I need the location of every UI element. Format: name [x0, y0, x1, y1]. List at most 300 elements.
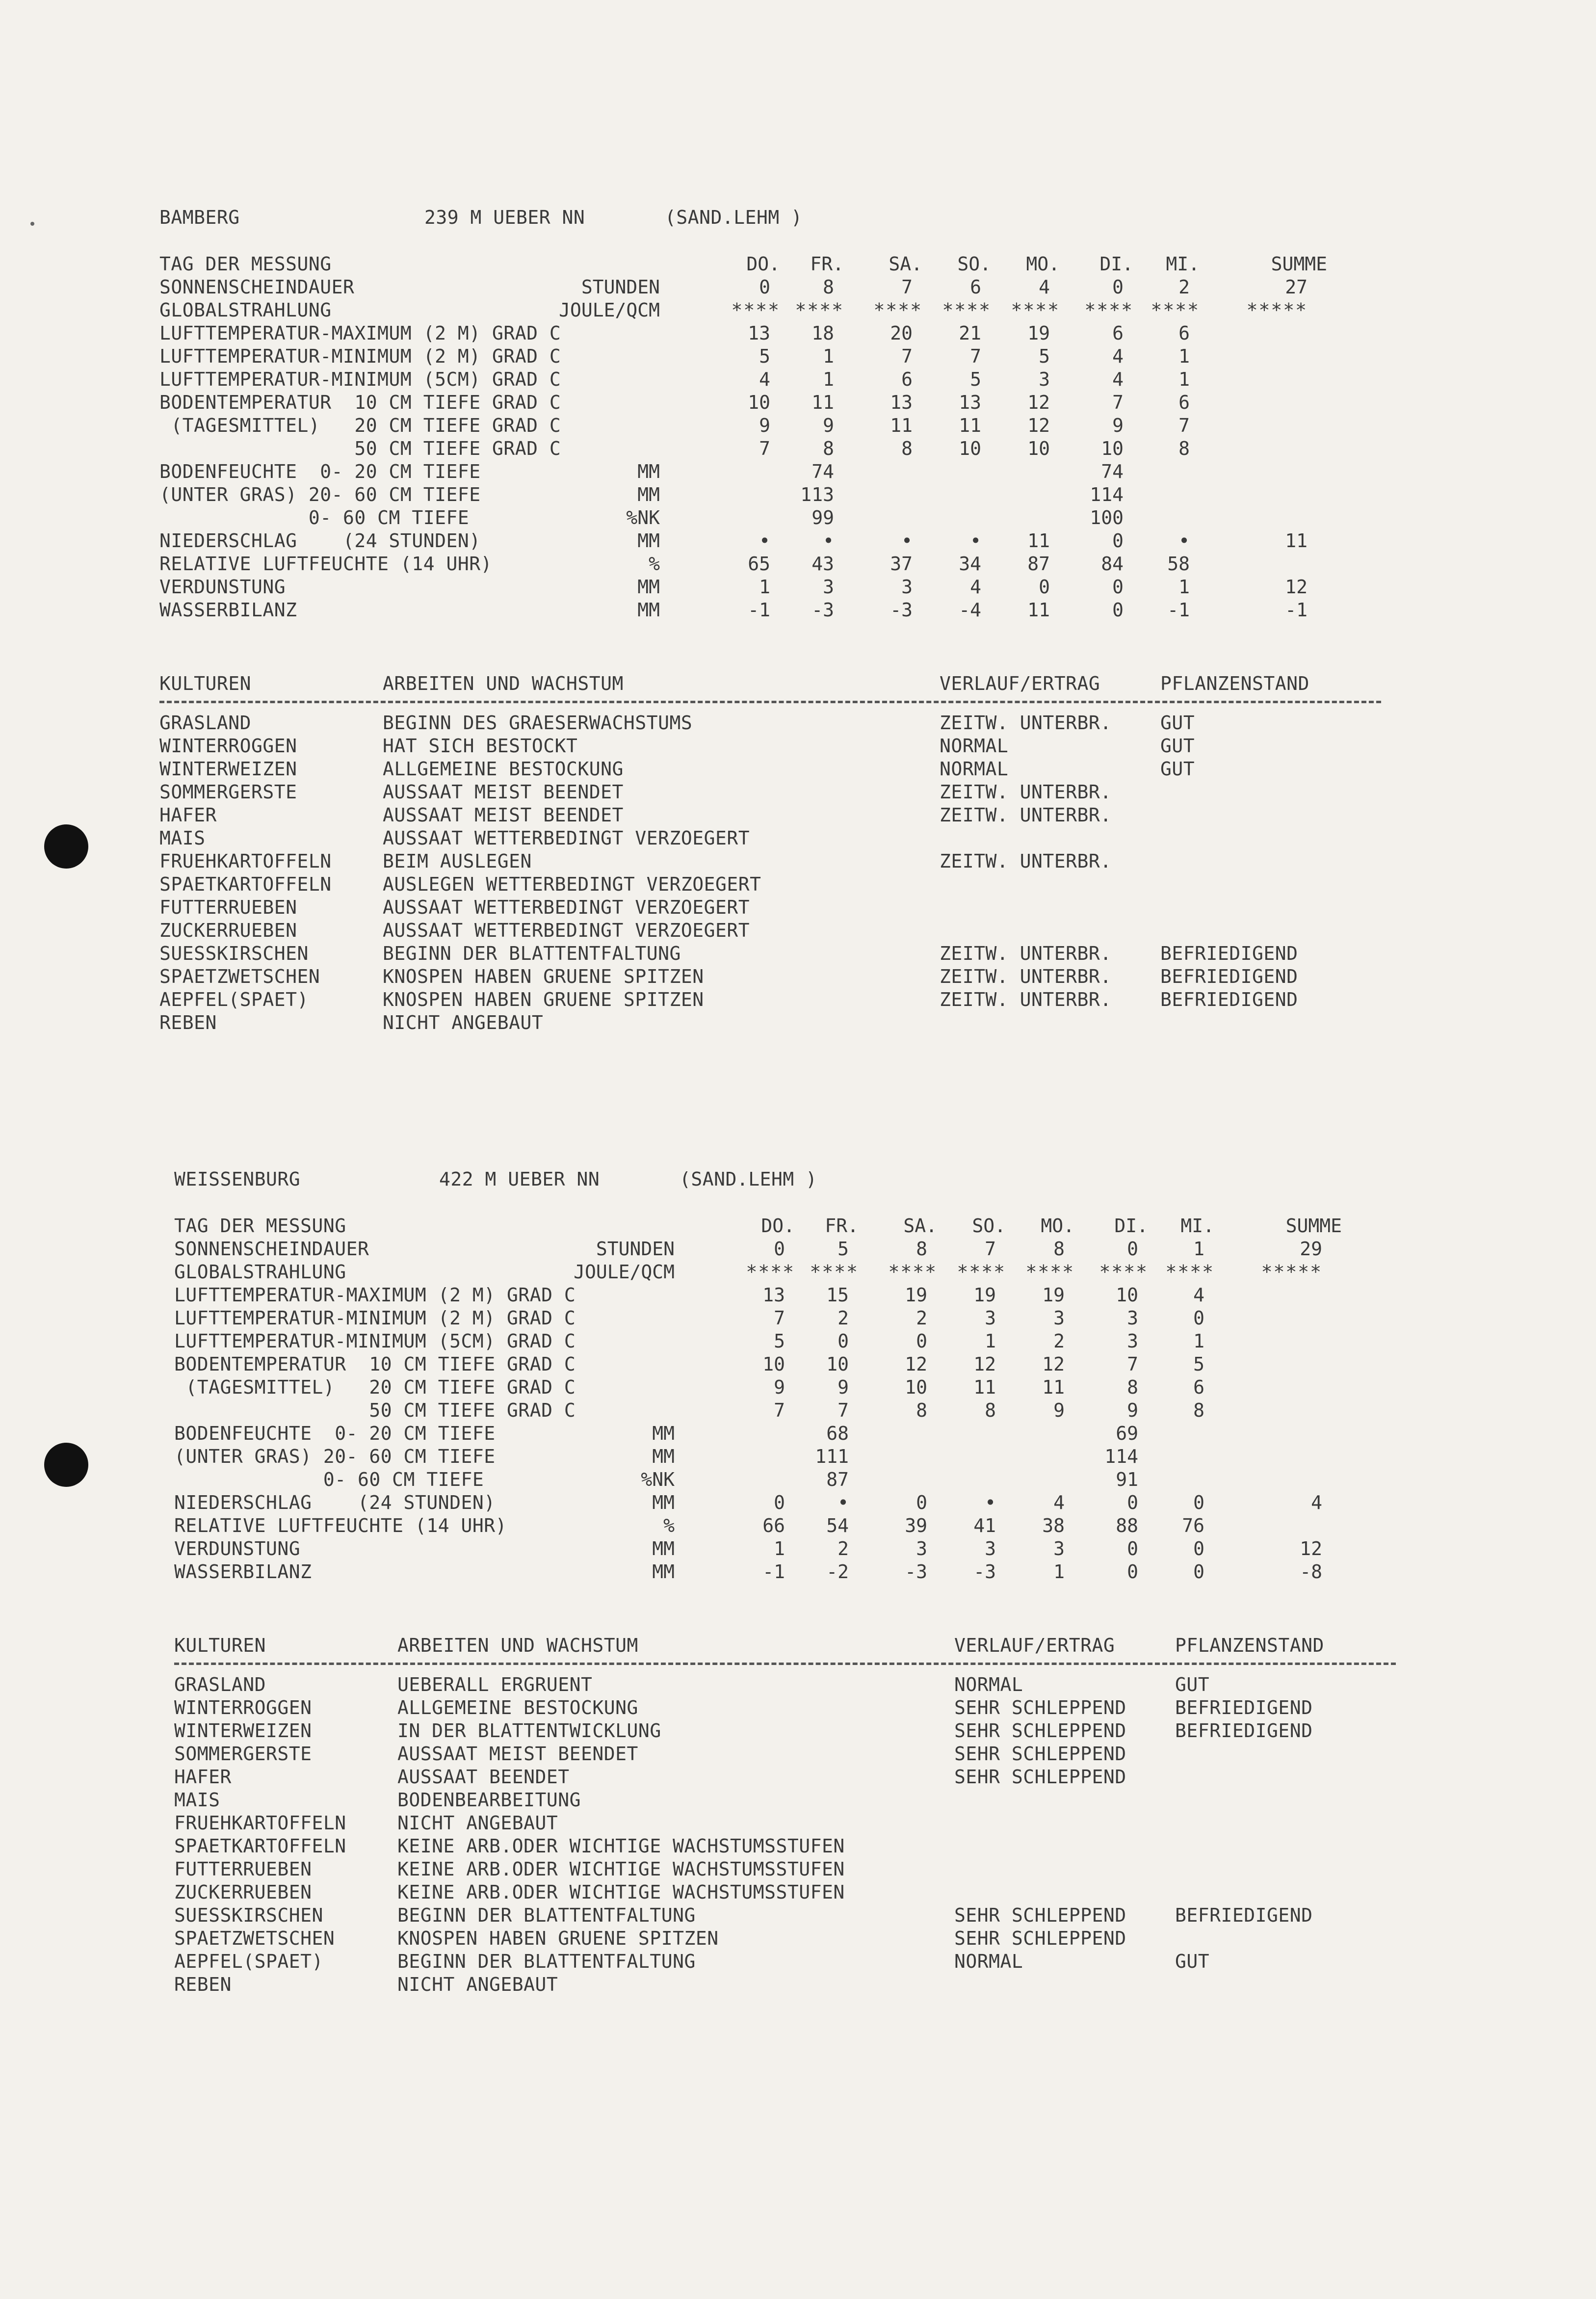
measurement-value: **** — [1151, 299, 1200, 321]
measurement-label: LUFTTEMPERATUR-MINIMUM (2 M) GRAD C — [159, 345, 561, 367]
measurement-value: 0 — [1193, 1492, 1204, 1513]
measurement-label: LUFTTEMPERATUR-MAXIMUM (2 M) GRAD C — [159, 322, 561, 344]
measurement-value: 7 — [985, 1238, 996, 1260]
crop-stand: BEFRIEDIGEND — [1160, 989, 1298, 1010]
measurement-value: 6 — [1193, 1376, 1204, 1398]
measurement-value: 39 — [905, 1515, 927, 1536]
measurement-value: 11 — [1042, 1376, 1065, 1398]
day-header: MI. — [1166, 253, 1200, 275]
crop-work: BEIM AUSLEGEN — [383, 850, 532, 872]
measurement-value: 3 — [1053, 1307, 1065, 1329]
measurement-value: 10 — [1116, 1284, 1138, 1306]
crop-name: AEPFEL(SPAET) — [159, 989, 309, 1010]
crop-work: AUSSAAT WETTERBEDINGT VERZOEGERT — [383, 897, 750, 918]
measurement-value: 1 — [823, 345, 834, 367]
measurement-label: BODENFEUCHTE 0- 20 CM TIEFE — [159, 461, 481, 482]
measurement-value: 0 — [1127, 1561, 1138, 1583]
measurement-label: GLOBALSTRAHLUNG — [174, 1261, 346, 1283]
measurement-value: 5 — [1039, 345, 1050, 367]
measurement-value: -3 — [890, 599, 913, 621]
crop-verlauf: NORMAL — [954, 1951, 1023, 1972]
station-name: WEISSENBURG — [174, 1168, 301, 1190]
measurement-day-label: TAG DER MESSUNG — [159, 253, 332, 275]
measurement-value: 2 — [1178, 276, 1190, 298]
sum-header: SUMME — [1285, 1215, 1342, 1237]
measurement-value: 7 — [837, 1400, 849, 1421]
crop-name: FUTTERRUEBEN — [159, 897, 297, 918]
measurement-value: **** — [795, 299, 844, 321]
measurement-value: **** — [1025, 1261, 1074, 1283]
measurement-value: **** — [957, 1261, 1006, 1283]
crop-work: ALLGEMEINE BESTOCKUNG — [397, 1697, 638, 1718]
day-header: MO. — [1026, 253, 1060, 275]
measurement-value: • — [985, 1492, 996, 1513]
measurement-label: RELATIVE LUFTFEUCHTE (14 UHR) — [174, 1515, 507, 1536]
measurement-label: WASSERBILANZ — [159, 599, 297, 621]
measurement-value: 87 — [826, 1469, 849, 1490]
measurement-label: VERDUNSTUNG — [174, 1538, 301, 1559]
measurement-value: 5 — [1193, 1353, 1204, 1375]
crops-header-verlauf: VERLAUF/ERTRAG — [940, 673, 1100, 694]
measurement-unit: % — [649, 553, 660, 575]
station-elevation: 239 M UEBER NN — [424, 207, 585, 228]
day-header: FR. — [810, 253, 844, 275]
crop-verlauf: ZEITW. UNTERBR. — [940, 966, 1112, 987]
measurement-value: 4 — [1112, 345, 1124, 367]
crop-name: WINTERROGGEN — [159, 735, 297, 757]
measurement-value: 1 — [1193, 1238, 1204, 1260]
measurement-label: (UNTER GRAS) 20- 60 CM TIEFE — [159, 484, 481, 505]
day-header: FR. — [825, 1215, 859, 1237]
measurement-value: 8 — [1127, 1376, 1138, 1398]
measurement-value: 9 — [759, 415, 770, 436]
crop-work: AUSSAAT WETTERBEDINGT VERZOEGERT — [383, 920, 750, 941]
measurement-value: 4 — [1112, 369, 1124, 390]
measurement-value: 11 — [1027, 530, 1050, 552]
measurement-unit: MM — [652, 1492, 675, 1513]
crop-work: BEGINN DES GRAESERWACHSTUMS — [383, 712, 693, 734]
measurement-value: 113 — [800, 484, 834, 505]
measurement-value: 6 — [970, 276, 981, 298]
measurement-unit: MM — [652, 1561, 675, 1583]
measurement-value: 20 — [890, 322, 913, 344]
measurement-value: 19 — [1027, 322, 1050, 344]
measurement-value: 10 — [826, 1353, 849, 1375]
crop-verlauf: ZEITW. UNTERBR. — [940, 712, 1112, 734]
measurement-value: 84 — [1101, 553, 1124, 575]
day-header: MO. — [1041, 1215, 1074, 1237]
day-header: SA. — [889, 253, 922, 275]
crop-stand: BEFRIEDIGEND — [1175, 1697, 1313, 1718]
measurement-value: **** — [1011, 299, 1060, 321]
measurement-value: 18 — [811, 322, 834, 344]
measurement-value: 7 — [774, 1400, 785, 1421]
measurement-value: • — [837, 1492, 849, 1513]
crops-header-stand: PFLANZENSTAND — [1175, 1635, 1324, 1656]
crop-work: HAT SICH BESTOCKT — [383, 735, 578, 757]
day-header: SO. — [957, 253, 991, 275]
crop-stand: GUT — [1160, 712, 1195, 734]
crop-name: ZUCKERRUEBEN — [174, 1881, 312, 1903]
crops-header-kulturen: KULTUREN — [174, 1635, 266, 1656]
crop-name: GRASLAND — [159, 712, 252, 734]
measurement-unit: MM — [637, 576, 660, 598]
crops-header-arbeiten: ARBEITEN UND WACHSTUM — [397, 1635, 638, 1656]
measurement-unit: %NK — [626, 507, 660, 529]
measurement-value: 21 — [959, 322, 981, 344]
crop-work: NICHT ANGEBAUT — [397, 1812, 558, 1834]
station-elevation: 422 M UEBER NN — [439, 1168, 600, 1190]
crop-verlauf: SEHR SCHLEPPEND — [954, 1697, 1126, 1718]
crop-work: AUSSAAT MEIST BEENDET — [397, 1743, 638, 1765]
crop-work: BEGINN DER BLATTENTFALTUNG — [397, 1904, 696, 1926]
measurement-value: 0 — [1039, 576, 1050, 598]
crop-name: SPAETKARTOFFELN — [174, 1835, 346, 1857]
day-header: MI. — [1180, 1215, 1214, 1237]
measurement-value: 74 — [811, 461, 834, 482]
crop-work: KNOSPEN HABEN GRUENE SPITZEN — [383, 989, 704, 1010]
crop-verlauf: ZEITW. UNTERBR. — [940, 989, 1112, 1010]
measurement-label: GLOBALSTRAHLUNG — [159, 299, 332, 321]
crop-name: FRUEHKARTOFFELN — [159, 850, 332, 872]
measurement-value: 88 — [1116, 1515, 1138, 1536]
crop-verlauf: SEHR SCHLEPPEND — [954, 1904, 1126, 1926]
measurement-unit: % — [663, 1515, 675, 1536]
measurement-label: LUFTTEMPERATUR-MINIMUM (2 M) GRAD C — [174, 1307, 576, 1329]
crop-work: KNOSPEN HABEN GRUENE SPITZEN — [383, 966, 704, 987]
measurement-value: 54 — [826, 1515, 849, 1536]
measurement-value: -2 — [826, 1561, 849, 1583]
crop-work: IN DER BLATTENTWICKLUNG — [397, 1720, 661, 1742]
measurement-value: 19 — [1042, 1284, 1065, 1306]
measurement-value: 0 — [759, 276, 770, 298]
crop-verlauf: ZEITW. UNTERBR. — [940, 943, 1112, 964]
measurement-value: 0 — [774, 1492, 785, 1513]
measurement-value: 1 — [985, 1330, 996, 1352]
crop-name: REBEN — [159, 1012, 217, 1033]
measurement-value: 3 — [985, 1538, 996, 1559]
measurement-unit: %NK — [641, 1469, 675, 1490]
crop-stand: GUT — [1160, 758, 1195, 780]
measurement-value: 114 — [1104, 1446, 1138, 1467]
crop-work: BEGINN DER BLATTENTFALTUNG — [397, 1951, 696, 1972]
measurement-unit: MM — [652, 1538, 675, 1559]
measurement-sum: 4 — [1311, 1492, 1322, 1513]
crop-name: SOMMERGERSTE — [159, 781, 297, 803]
measurement-value: **** — [1099, 1261, 1148, 1283]
measurement-value: 2 — [837, 1307, 849, 1329]
measurement-value: 0 — [837, 1330, 849, 1352]
measurement-sum: 27 — [1285, 276, 1308, 298]
measurement-value: • — [901, 530, 913, 552]
measurement-value: 65 — [748, 553, 770, 575]
measurement-sum: 12 — [1285, 576, 1308, 598]
measurement-value: 0 — [1193, 1561, 1204, 1583]
crop-verlauf: ZEITW. UNTERBR. — [940, 781, 1112, 803]
measurement-value: 2 — [837, 1538, 849, 1559]
measurement-label: SONNENSCHEINDAUER — [159, 276, 355, 298]
measurement-value: 8 — [1178, 438, 1190, 459]
crop-name: WINTERWEIZEN — [174, 1720, 312, 1742]
measurement-value: 1 — [759, 576, 770, 598]
measurement-label: 50 CM TIEFE GRAD C — [159, 438, 561, 459]
crop-name: SOMMERGERSTE — [174, 1743, 312, 1765]
day-header: DO. — [761, 1215, 795, 1237]
measurement-value: • — [823, 530, 834, 552]
crop-name: SPAETZWETSCHEN — [159, 966, 320, 987]
measurement-unit: STUNDEN — [581, 276, 660, 298]
measurement-value: 0 — [1112, 276, 1124, 298]
measurement-value: 4 — [970, 576, 981, 598]
measurement-value: -4 — [959, 599, 981, 621]
crop-work: AUSSAAT WETTERBEDINGT VERZOEGERT — [383, 827, 750, 849]
day-header: DI. — [1114, 1215, 1148, 1237]
measurement-value: 8 — [916, 1238, 927, 1260]
measurement-value: 19 — [973, 1284, 996, 1306]
measurement-value: 1 — [1178, 369, 1190, 390]
measurement-value: 12 — [973, 1353, 996, 1375]
station-soil: (SAND.LEHM ) — [680, 1168, 817, 1190]
measurement-value: 19 — [905, 1284, 927, 1306]
measurement-label: BODENFEUCHTE 0- 20 CM TIEFE — [174, 1423, 496, 1444]
measurement-value: 13 — [959, 392, 981, 413]
measurement-label: (TAGESMITTEL) 20 CM TIEFE GRAD C — [174, 1376, 576, 1398]
station-name: BAMBERG — [159, 207, 240, 228]
measurement-value: **** — [888, 1261, 937, 1283]
measurement-value: 5 — [759, 345, 770, 367]
measurement-value: 0 — [1112, 530, 1124, 552]
crop-verlauf: NORMAL — [940, 735, 1009, 757]
day-header: DI. — [1099, 253, 1133, 275]
measurement-unit: JOULE/QCM — [559, 299, 660, 321]
crop-name: SPAETKARTOFFELN — [159, 873, 332, 895]
measurement-value: **** — [731, 299, 780, 321]
measurement-value: 10 — [748, 392, 770, 413]
crop-work: KEINE ARB.ODER WICHTIGE WACHSTUMSSTUFEN — [397, 1858, 845, 1880]
measurement-label: VERDUNSTUNG — [159, 576, 286, 598]
measurement-value: 10 — [905, 1376, 927, 1398]
measurement-value: 69 — [1116, 1423, 1138, 1444]
measurement-value: 9 — [774, 1376, 785, 1398]
crop-name: WINTERROGGEN — [174, 1697, 312, 1718]
measurement-value: 0 — [774, 1238, 785, 1260]
measurement-value: 0 — [916, 1492, 927, 1513]
crop-verlauf: ZEITW. UNTERBR. — [940, 850, 1112, 872]
measurement-value: 3 — [823, 576, 834, 598]
measurement-value: 7 — [1127, 1353, 1138, 1375]
measurement-day-label: TAG DER MESSUNG — [174, 1215, 346, 1237]
measurement-unit: MM — [652, 1423, 675, 1444]
crop-work: UEBERALL ERGRUENT — [397, 1674, 593, 1695]
measurement-value: 0 — [1193, 1538, 1204, 1559]
measurement-value: 6 — [901, 369, 913, 390]
crop-stand: BEFRIEDIGEND — [1160, 943, 1298, 964]
measurement-value: 4 — [1053, 1492, 1065, 1513]
measurement-value: 11 — [811, 392, 834, 413]
measurement-value: 0 — [1112, 599, 1124, 621]
crop-verlauf: SEHR SCHLEPPEND — [954, 1720, 1126, 1742]
crop-verlauf: NORMAL — [940, 758, 1009, 780]
measurement-value: 13 — [748, 322, 770, 344]
crop-work: NICHT ANGEBAUT — [383, 1012, 544, 1033]
crop-name: FUTTERRUEBEN — [174, 1858, 312, 1880]
crop-work: NICHT ANGEBAUT — [397, 1974, 558, 1995]
crop-verlauf: ZEITW. UNTERBR. — [940, 804, 1112, 826]
measurement-label: WASSERBILANZ — [174, 1561, 312, 1583]
crop-stand: BEFRIEDIGEND — [1175, 1904, 1313, 1926]
measurement-sum: 12 — [1300, 1538, 1322, 1559]
measurement-value: 12 — [1027, 415, 1050, 436]
measurement-value: 100 — [1090, 507, 1124, 529]
crop-work: AUSSAAT MEIST BEENDET — [383, 781, 624, 803]
measurement-value: **** — [1165, 1261, 1214, 1283]
measurement-label: SONNENSCHEINDAUER — [174, 1238, 369, 1260]
measurement-value: 3 — [1039, 369, 1050, 390]
measurement-unit: JOULE/QCM — [574, 1261, 675, 1283]
measurement-value: 43 — [811, 553, 834, 575]
measurement-value: 13 — [890, 392, 913, 413]
measurement-value: • — [759, 530, 770, 552]
measurement-value: 8 — [901, 438, 913, 459]
measurement-sum: 29 — [1300, 1238, 1322, 1260]
measurement-label: LUFTTEMPERATUR-MAXIMUM (2 M) GRAD C — [174, 1284, 576, 1306]
punch-hole-upper — [44, 824, 88, 869]
measurement-value: 8 — [916, 1400, 927, 1421]
measurement-value: 9 — [1053, 1400, 1065, 1421]
measurement-label: RELATIVE LUFTFEUCHTE (14 UHR) — [159, 553, 492, 575]
measurement-value: 1 — [1178, 345, 1190, 367]
crop-stand: BEFRIEDIGEND — [1175, 1720, 1313, 1742]
measurement-value: 13 — [762, 1284, 785, 1306]
measurement-value: 41 — [973, 1515, 996, 1536]
measurement-sum: ***** — [1246, 299, 1308, 321]
crop-work: BODENBEARBEITUNG — [397, 1789, 581, 1811]
measurement-unit: MM — [637, 599, 660, 621]
crop-name: SUESSKIRSCHEN — [174, 1904, 323, 1926]
measurement-value: 58 — [1167, 553, 1190, 575]
measurement-value: -1 — [748, 599, 770, 621]
measurement-value: 4 — [1039, 276, 1050, 298]
measurement-value: 8 — [823, 276, 834, 298]
measurement-unit: STUNDEN — [596, 1238, 675, 1260]
measurement-label: NIEDERSCHLAG (24 STUNDEN) — [159, 530, 481, 552]
measurement-label: BODENTEMPERATUR 10 CM TIEFE GRAD C — [159, 392, 561, 413]
measurement-value: 5 — [774, 1330, 785, 1352]
measurement-value: 10 — [1027, 438, 1050, 459]
crop-name: GRASLAND — [174, 1674, 266, 1695]
measurement-sum: -1 — [1285, 599, 1308, 621]
measurement-value: 11 — [890, 415, 913, 436]
measurement-value: 0 — [1193, 1307, 1204, 1329]
crops-header-verlauf: VERLAUF/ERTRAG — [954, 1635, 1115, 1656]
measurement-value: 7 — [901, 276, 913, 298]
measurement-label: LUFTTEMPERATUR-MINIMUM (5CM) GRAD C — [174, 1330, 576, 1352]
measurement-value: 10 — [762, 1353, 785, 1375]
measurement-value: 7 — [901, 345, 913, 367]
measurement-value: 6 — [1178, 322, 1190, 344]
measurement-value: 5 — [970, 369, 981, 390]
measurement-label: BODENTEMPERATUR 10 CM TIEFE GRAD C — [174, 1353, 576, 1375]
crop-name: AEPFEL(SPAET) — [174, 1951, 323, 1972]
measurement-value: 4 — [1193, 1284, 1204, 1306]
crop-name: SUESSKIRSCHEN — [159, 943, 309, 964]
measurement-value: 9 — [837, 1376, 849, 1398]
crop-verlauf: SEHR SCHLEPPEND — [954, 1743, 1126, 1765]
crop-work: KEINE ARB.ODER WICHTIGE WACHSTUMSSTUFEN — [397, 1881, 845, 1903]
crop-stand: GUT — [1160, 735, 1195, 757]
crop-work: KEINE ARB.ODER WICHTIGE WACHSTUMSSTUFEN — [397, 1835, 845, 1857]
measurement-value: 2 — [1053, 1330, 1065, 1352]
measurement-value: 91 — [1116, 1469, 1138, 1490]
measurement-value: 10 — [959, 438, 981, 459]
crop-verlauf: SEHR SCHLEPPEND — [954, 1928, 1126, 1949]
measurement-value: 87 — [1027, 553, 1050, 575]
measurement-value: 68 — [826, 1423, 849, 1444]
measurement-value: 12 — [1042, 1353, 1065, 1375]
measurement-value: 76 — [1182, 1515, 1204, 1536]
measurement-value: **** — [1084, 299, 1133, 321]
measurement-value: **** — [942, 299, 991, 321]
crop-name: ZUCKERRUEBEN — [159, 920, 297, 941]
measurement-value: 12 — [1027, 392, 1050, 413]
measurement-label: 0- 60 CM TIEFE — [174, 1469, 484, 1490]
measurement-value: 1 — [1053, 1561, 1065, 1583]
measurement-unit: MM — [637, 461, 660, 482]
measurement-value: 3 — [1053, 1538, 1065, 1559]
measurement-value: 34 — [959, 553, 981, 575]
measurement-value: 9 — [1127, 1400, 1138, 1421]
measurement-value: **** — [746, 1261, 795, 1283]
measurement-label: (UNTER GRAS) 20- 60 CM TIEFE — [174, 1446, 496, 1467]
crops-header-stand: PFLANZENSTAND — [1160, 673, 1309, 694]
measurement-value: 6 — [1112, 322, 1124, 344]
crop-work: AUSSAAT BEENDET — [397, 1766, 570, 1788]
measurement-value: 37 — [890, 553, 913, 575]
crop-stand: BEFRIEDIGEND — [1160, 966, 1298, 987]
crop-name: HAFER — [159, 804, 217, 826]
station-soil: (SAND.LEHM ) — [665, 207, 803, 228]
crop-name: MAIS — [159, 827, 206, 849]
measurement-value: 114 — [1090, 484, 1124, 505]
measurement-value: 1 — [1178, 576, 1190, 598]
measurement-value: 4 — [759, 369, 770, 390]
measurement-value: 7 — [1112, 392, 1124, 413]
measurement-value: 9 — [1112, 415, 1124, 436]
crops-header-arbeiten: ARBEITEN UND WACHSTUM — [383, 673, 624, 694]
measurement-value: 6 — [1178, 392, 1190, 413]
measurement-value: 3 — [1127, 1307, 1138, 1329]
dashed-divider — [174, 1663, 1396, 1665]
measurement-sum: 11 — [1285, 530, 1308, 552]
measurement-value: 11 — [1027, 599, 1050, 621]
measurement-value: 12 — [905, 1353, 927, 1375]
measurement-value: 8 — [985, 1400, 996, 1421]
measurement-value: 0 — [1127, 1492, 1138, 1513]
measurement-value: 15 — [826, 1284, 849, 1306]
measurement-value: 111 — [815, 1446, 849, 1467]
measurement-value: 1 — [823, 369, 834, 390]
measurement-value: 8 — [823, 438, 834, 459]
measurement-value: -3 — [905, 1561, 927, 1583]
measurement-label: LUFTTEMPERATUR-MINIMUM (5CM) GRAD C — [159, 369, 561, 390]
dashed-divider — [159, 701, 1381, 703]
measurement-value: -3 — [973, 1561, 996, 1583]
crop-verlauf: NORMAL — [954, 1674, 1023, 1695]
measurement-value: 7 — [759, 438, 770, 459]
crops-header-kulturen: KULTUREN — [159, 673, 252, 694]
measurement-value: 3 — [1127, 1330, 1138, 1352]
margin-dot — [30, 222, 34, 226]
